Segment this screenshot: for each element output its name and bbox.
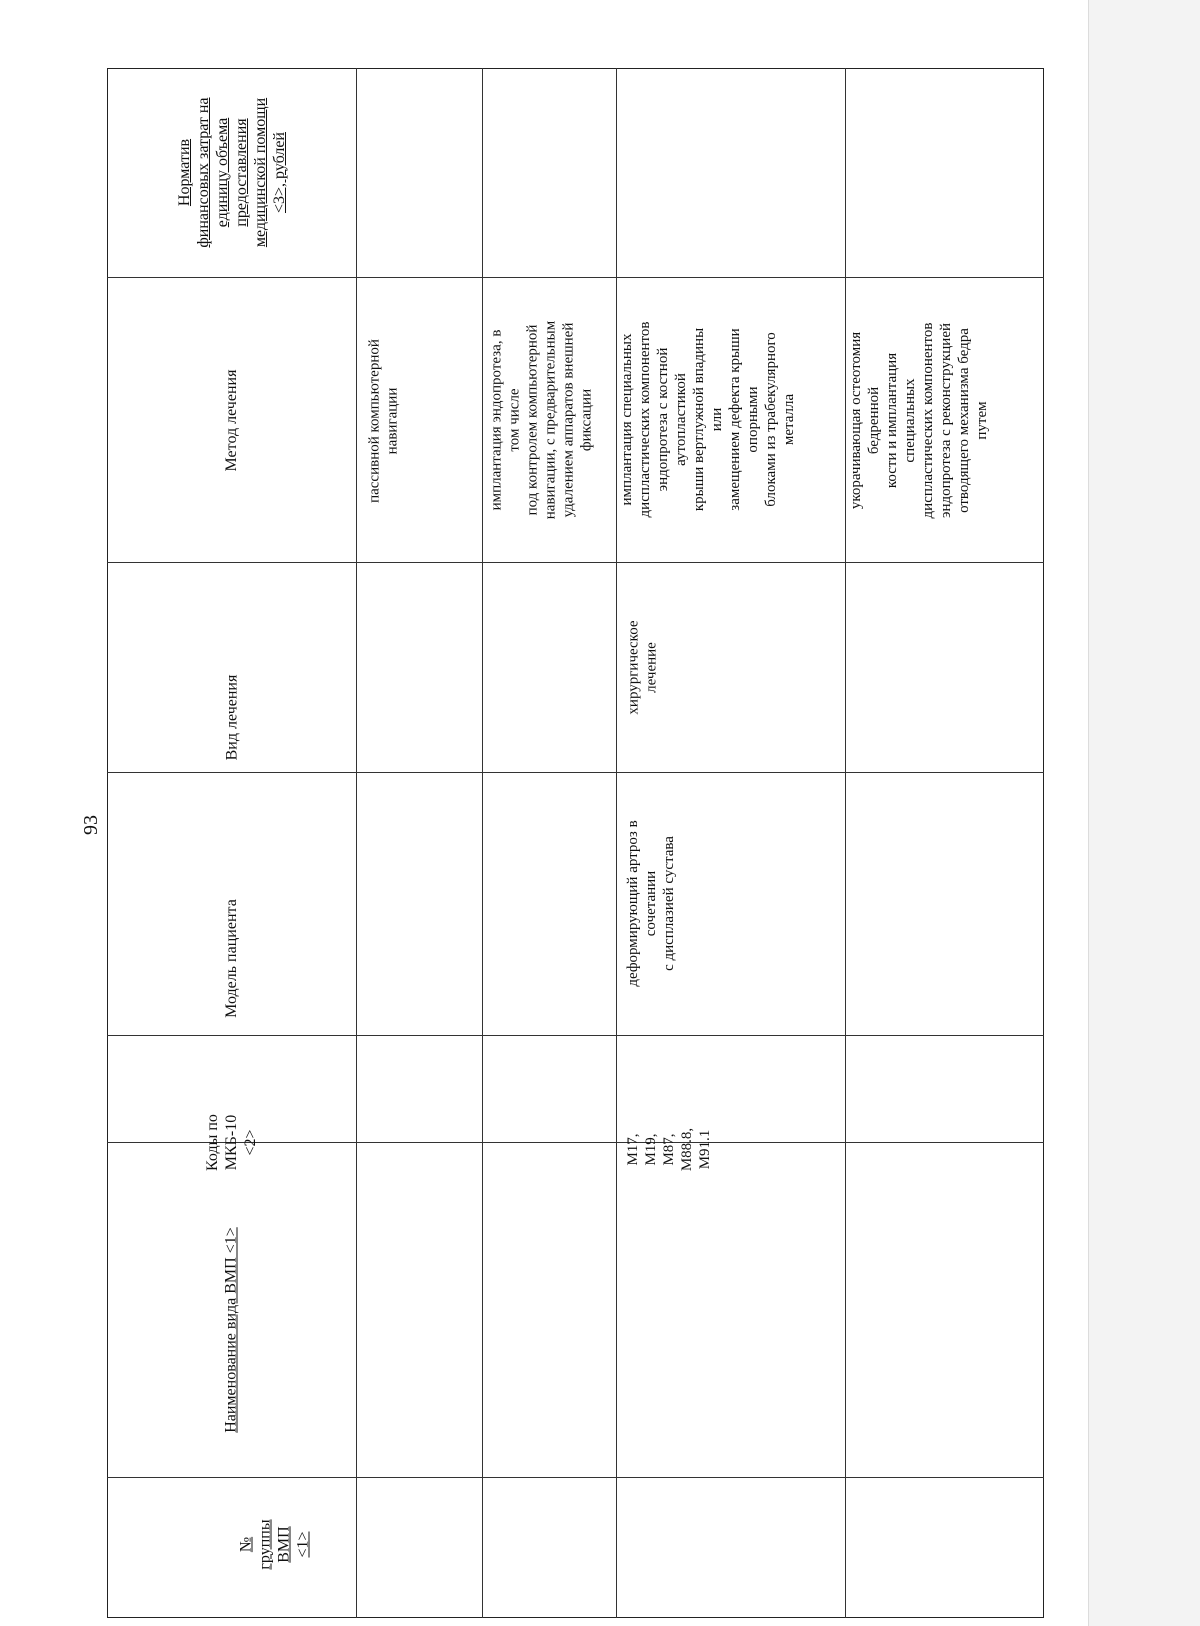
- row2-method-cell: [482, 278, 616, 563]
- row1-method-text: пассивной компьютерной навигации: [366, 339, 401, 503]
- row2-method-text: имплантация эндопротеза, в том числе под контролем компьютерной навигации, с предварительным удалением аппаратов внешней фиксации: [488, 320, 595, 520]
- header-treatment-type-text: Вид лечения: [223, 674, 241, 761]
- header-treatment-type: [108, 613, 357, 823]
- header-patient-model: [107, 827, 356, 1090]
- row3-method-cell: [616, 277, 845, 562]
- header-treatment-method-text: Метод лечения: [223, 369, 240, 472]
- header-cost-norm-text: Норматив финансовых затрат на единицу объема предоставления медицинской помощи <3>, рублей: [175, 97, 288, 248]
- header-vmp-name: [106, 1163, 356, 1498]
- row3-type-cell: [617, 563, 846, 773]
- header-group-no-text: № группы ВМП <1>: [237, 1519, 311, 1570]
- header-group-no: [187, 1482, 362, 1608]
- row3-model-cell: [616, 772, 845, 1035]
- row4-method-cell: [845, 278, 1044, 563]
- header-mkb-codes-text: Коды по МКБ-10 <2>: [204, 1114, 259, 1171]
- page-number: 93: [80, 815, 102, 835]
- header-mkb-codes: [107, 1089, 356, 1196]
- header-patient-model-text: Модель пациента: [223, 899, 240, 1018]
- row3-method-text: имплантация специальных диспластических компонентов эндопротеза с костной аутопластикой крыши вертлужной впадины или замещением дефекта крыши опорными блоками из трабекулярного металла: [619, 321, 797, 518]
- row3-model-text: деформирующий артроз в сочетании с дисплазией сустава: [625, 820, 677, 987]
- scan-edge: [1088, 0, 1200, 1626]
- header-treatment-method: [107, 278, 356, 563]
- row3-codes-cell: [616, 1096, 845, 1203]
- row3-type-text: хирургическое лечение: [625, 620, 660, 715]
- header-cost-norm: [107, 68, 356, 277]
- row4-method-text: укорачивающая остеотомия бедренной кости и имплантация специальных диспластических компонентов эндопротеза с реконструкцией отводящего механизма бедра путем: [848, 322, 990, 519]
- row1-method-cell: [358, 279, 484, 564]
- row3-codes-text: M17, M19, M87, M88.8, M91.1: [625, 1127, 713, 1172]
- header-vmp-name-text: Наименование вида ВМП <1>: [222, 1227, 239, 1433]
